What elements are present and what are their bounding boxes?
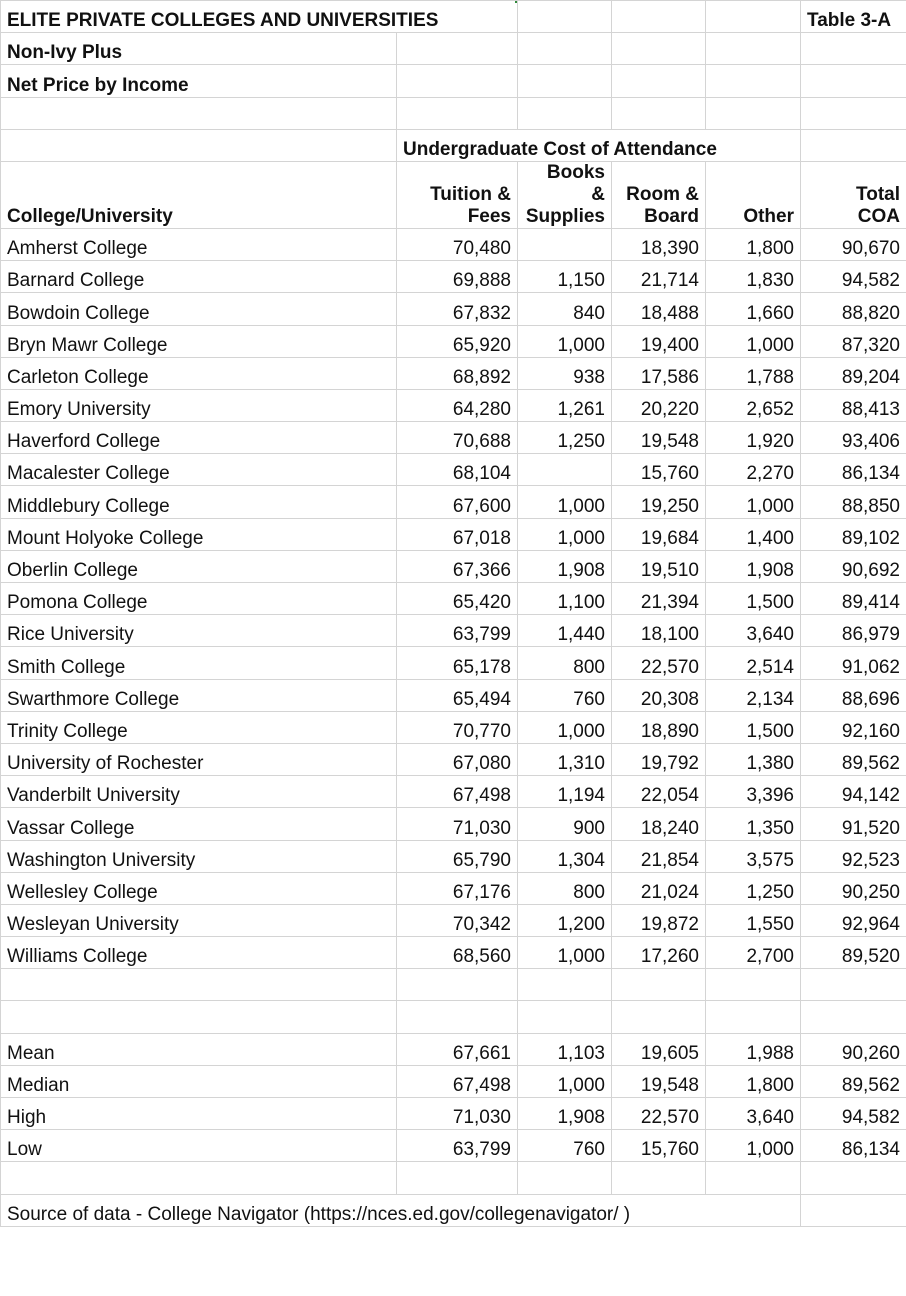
college-name-cell[interactable]: Bowdoin College [1,293,397,325]
title-row [1,1,906,33]
stat-label-cell[interactable]: Median [1,1065,397,1097]
room-cell[interactable]: 19,548 [612,1065,706,1097]
header-books-line1: Books [546,161,605,183]
table-row [1,647,906,679]
room-cell[interactable]: 21,854 [612,840,706,872]
tuition-cell[interactable]: 67,080 [397,743,518,775]
total-cell[interactable]: 86,979 [801,615,906,647]
group-header[interactable]: Undergraduate Cost of Attendance [397,129,518,161]
college-name-cell[interactable]: Pomona College [1,583,397,615]
books-cell[interactable]: 1,000 [518,325,612,357]
empty-cell[interactable] [801,1194,906,1226]
college-name-cell[interactable]: Emory University [1,389,397,421]
college-name-cell[interactable]: Oberlin College [1,550,397,582]
tuition-cell[interactable]: 70,480 [397,228,518,260]
room-cell[interactable]: 15,760 [612,454,706,486]
college-name-cell[interactable]: Vanderbilt University [1,776,397,808]
tuition-cell[interactable]: 71,030 [397,1098,518,1130]
table-row [1,228,906,260]
books-cell[interactable]: 1,100 [518,583,612,615]
other-cell[interactable]: 1,788 [706,357,801,389]
other-cell[interactable]: 1,550 [706,904,801,936]
header-tuition[interactable] [397,161,518,228]
college-name-cell[interactable]: Williams College [1,937,397,969]
other-cell[interactable]: 2,700 [706,937,801,969]
room-cell[interactable]: 17,260 [612,937,706,969]
room-cell[interactable]: 18,488 [612,293,706,325]
room-cell[interactable]: 22,054 [612,776,706,808]
other-cell[interactable]: 3,640 [706,1098,801,1130]
total-cell[interactable]: 88,413 [801,389,906,421]
table-row [1,840,906,872]
room-cell[interactable]: 22,570 [612,647,706,679]
empty-cell[interactable] [612,33,706,65]
college-name-cell[interactable]: Bryn Mawr College [1,325,397,357]
room-cell[interactable]: 18,100 [612,615,706,647]
table-row [1,422,906,454]
empty-cell[interactable] [397,97,518,129]
header-tuition-line2: Fees [467,205,511,227]
tuition-cell[interactable]: 63,799 [397,1130,518,1162]
room-cell[interactable]: 19,792 [612,743,706,775]
room-cell[interactable]: 19,548 [612,422,706,454]
header-room-line2: Board [644,205,699,227]
total-cell[interactable]: 93,406 [801,422,906,454]
other-cell[interactable]: 1,380 [706,743,801,775]
other-cell[interactable]: 1,400 [706,518,801,550]
books-cell[interactable]: 1,150 [518,261,612,293]
tuition-cell[interactable]: 67,498 [397,776,518,808]
empty-cell[interactable] [706,97,801,129]
empty-cell[interactable] [801,969,906,1001]
table-row [1,711,906,743]
empty-cell[interactable] [706,65,801,97]
total-cell[interactable]: 91,062 [801,647,906,679]
tuition-cell[interactable]: 65,494 [397,679,518,711]
college-name-cell[interactable]: Macalester College [1,454,397,486]
empty-cell[interactable] [801,97,906,129]
total-cell[interactable]: 88,820 [801,293,906,325]
other-cell[interactable]: 1,800 [706,1065,801,1097]
total-cell[interactable]: 89,102 [801,518,906,550]
empty-cell[interactable] [1,969,397,1001]
college-name-cell[interactable]: Mount Holyoke College [1,518,397,550]
column-header-row [1,161,906,228]
header-books-line3: Supplies [525,205,605,227]
other-cell[interactable]: 1,988 [706,1033,801,1065]
room-cell[interactable]: 18,390 [612,228,706,260]
other-cell[interactable]: 2,514 [706,647,801,679]
blank-row [1,969,906,1001]
empty-cell[interactable] [706,1001,801,1033]
room-cell[interactable]: 20,308 [612,679,706,711]
tuition-cell[interactable]: 65,790 [397,840,518,872]
room-cell[interactable]: 17,586 [612,357,706,389]
header-room-line1: Room & [626,183,699,205]
room-cell[interactable]: 19,872 [612,904,706,936]
table-row [1,872,906,904]
table-row [1,808,906,840]
total-cell[interactable]: 86,134 [801,1130,906,1162]
books-cell[interactable]: 1,304 [518,840,612,872]
header-tuition-line1: Tuition & [430,183,511,205]
room-cell[interactable]: 19,605 [612,1033,706,1065]
source-note[interactable]: Source of data - College Navigator (https://nces.ed.gov/collegenavigator/ ) [1,1194,397,1226]
empty-cell[interactable] [1,129,397,161]
books-cell[interactable]: 1,194 [518,776,612,808]
tuition-cell[interactable]: 68,560 [397,937,518,969]
table-row [1,389,906,421]
tuition-cell[interactable]: 70,770 [397,711,518,743]
table-row [1,550,906,582]
tuition-cell[interactable]: 67,600 [397,486,518,518]
stat-label-cell[interactable]: High [1,1098,397,1130]
header-college[interactable] [1,161,397,228]
empty-cell[interactable] [801,129,906,161]
header-total-line1: Total [856,183,900,205]
table-row [1,261,906,293]
room-cell[interactable]: 21,024 [612,872,706,904]
stats-row [1,1130,906,1162]
empty-cell[interactable] [397,969,518,1001]
total-cell[interactable]: 94,582 [801,1098,906,1130]
total-cell[interactable]: 86,134 [801,454,906,486]
subtitle-row [1,65,906,97]
tuition-cell[interactable]: 65,920 [397,325,518,357]
header-books[interactable] [518,161,612,228]
books-cell[interactable]: 800 [518,647,612,679]
other-cell[interactable]: 1,830 [706,261,801,293]
college-name-cell[interactable]: Smith College [1,647,397,679]
group-header-row [1,129,906,161]
college-name-cell[interactable]: Washington University [1,840,397,872]
tuition-cell[interactable]: 68,104 [397,454,518,486]
table-row [1,937,906,969]
books-cell[interactable]: 1,000 [518,518,612,550]
other-cell[interactable]: 3,640 [706,615,801,647]
college-name-cell[interactable]: Wellesley College [1,872,397,904]
empty-cell[interactable] [612,969,706,1001]
total-cell[interactable]: 89,414 [801,583,906,615]
empty-cell[interactable] [801,65,906,97]
other-cell[interactable]: 1,660 [706,293,801,325]
empty-cell[interactable] [397,1001,518,1033]
books-cell[interactable]: 1,000 [518,1065,612,1097]
other-cell[interactable]: 1,800 [706,228,801,260]
empty-cell[interactable] [518,1,612,33]
subtitle-row [1,33,906,65]
college-name-cell[interactable]: Trinity College [1,711,397,743]
books-cell[interactable]: 900 [518,808,612,840]
empty-cell[interactable] [1,1001,397,1033]
empty-cell[interactable] [612,1,706,33]
header-total-line2: COA [857,205,900,227]
total-cell[interactable]: 90,260 [801,1033,906,1065]
tuition-cell[interactable]: 68,892 [397,357,518,389]
books-cell[interactable]: 1,261 [518,389,612,421]
empty-cell[interactable] [612,65,706,97]
books-cell[interactable] [518,228,612,260]
tuition-cell[interactable]: 67,498 [397,1065,518,1097]
books-cell[interactable]: 760 [518,1130,612,1162]
subtitle-non-ivy[interactable]: Non-Ivy Plus [1,33,397,65]
stat-label-cell[interactable]: Mean [1,1033,397,1065]
tuition-cell[interactable]: 65,178 [397,647,518,679]
tuition-cell[interactable]: 67,366 [397,550,518,582]
tuition-cell[interactable]: 64,280 [397,389,518,421]
table-row [1,325,906,357]
other-cell[interactable]: 2,270 [706,454,801,486]
total-cell[interactable]: 92,523 [801,840,906,872]
empty-cell[interactable] [706,1,801,33]
stats-row [1,1065,906,1097]
tuition-cell[interactable]: 69,888 [397,261,518,293]
tuition-cell[interactable]: 67,018 [397,518,518,550]
books-cell[interactable]: 1,200 [518,904,612,936]
college-name-cell[interactable]: Wesleyan University [1,904,397,936]
other-cell[interactable]: 3,396 [706,776,801,808]
tuition-cell[interactable]: 70,342 [397,904,518,936]
books-cell[interactable]: 1,310 [518,743,612,775]
subtitle-net-price[interactable]: Net Price by Income [1,65,397,97]
room-cell[interactable]: 21,394 [612,583,706,615]
college-name-cell[interactable]: University of Rochester [1,743,397,775]
empty-cell[interactable] [706,1194,801,1226]
blank-row [1,1162,906,1194]
header-other-label: Other [743,205,794,227]
total-cell[interactable]: 89,562 [801,1065,906,1097]
header-room[interactable] [612,161,706,228]
stats-row [1,1033,906,1065]
blank-row [1,97,906,129]
tuition-cell[interactable]: 70,688 [397,422,518,454]
other-cell[interactable]: 1,250 [706,872,801,904]
table-row [1,518,906,550]
tuition-cell[interactable]: 67,832 [397,293,518,325]
table-row [1,679,906,711]
total-cell[interactable]: 87,320 [801,325,906,357]
total-cell[interactable]: 92,160 [801,711,906,743]
empty-cell[interactable] [518,969,612,1001]
college-name-cell[interactable]: Barnard College [1,261,397,293]
other-cell[interactable]: 1,500 [706,711,801,743]
books-cell[interactable]: 1,000 [518,711,612,743]
table-row [1,776,906,808]
room-cell[interactable]: 19,684 [612,518,706,550]
room-cell[interactable]: 19,510 [612,550,706,582]
college-name-cell[interactable]: Middlebury College [1,486,397,518]
other-cell[interactable]: 2,134 [706,679,801,711]
room-cell[interactable]: 20,220 [612,389,706,421]
empty-cell[interactable] [518,33,612,65]
total-cell[interactable]: 89,204 [801,357,906,389]
empty-cell[interactable] [801,1001,906,1033]
total-cell[interactable]: 88,696 [801,679,906,711]
room-cell[interactable]: 21,714 [612,261,706,293]
room-cell[interactable]: 18,240 [612,808,706,840]
table-row [1,486,906,518]
tuition-cell[interactable]: 67,176 [397,872,518,904]
header-college-label: College/University [7,205,173,227]
header-books-line2: & [591,183,605,205]
room-cell[interactable]: 15,760 [612,1130,706,1162]
empty-cell[interactable] [397,33,518,65]
room-cell[interactable]: 18,890 [612,711,706,743]
books-cell[interactable]: 1,908 [518,1098,612,1130]
empty-cell[interactable] [518,1001,612,1033]
total-cell[interactable]: 89,520 [801,937,906,969]
room-cell[interactable]: 19,250 [612,486,706,518]
books-cell[interactable]: 1,000 [518,486,612,518]
total-cell[interactable]: 89,562 [801,743,906,775]
books-cell[interactable]: 1,000 [518,937,612,969]
college-name-cell[interactable]: Swarthmore College [1,679,397,711]
books-cell[interactable]: 800 [518,872,612,904]
empty-cell[interactable] [706,969,801,1001]
empty-cell[interactable] [518,1162,612,1194]
tuition-cell[interactable]: 65,420 [397,583,518,615]
total-cell[interactable]: 94,582 [801,261,906,293]
total-cell[interactable]: 94,142 [801,776,906,808]
table-row [1,357,906,389]
books-cell[interactable]: 1,250 [518,422,612,454]
tuition-cell[interactable]: 71,030 [397,808,518,840]
empty-cell[interactable] [612,97,706,129]
header-other[interactable] [706,161,801,228]
books-cell[interactable]: 760 [518,679,612,711]
empty-cell[interactable] [801,1162,906,1194]
source-row [1,1194,906,1226]
college-name-cell[interactable]: Haverford College [1,422,397,454]
table-id[interactable]: Table 3-A [801,1,906,33]
empty-cell[interactable] [397,1162,518,1194]
tuition-cell[interactable]: 67,661 [397,1033,518,1065]
books-cell[interactable]: 938 [518,357,612,389]
stats-row [1,1098,906,1130]
books-cell[interactable]: 1,440 [518,615,612,647]
other-cell[interactable]: 2,652 [706,389,801,421]
total-cell[interactable]: 88,850 [801,486,906,518]
books-cell[interactable] [518,454,612,486]
other-cell[interactable]: 1,920 [706,422,801,454]
table-row [1,743,906,775]
other-cell[interactable]: 1,500 [706,583,801,615]
empty-cell[interactable] [706,1162,801,1194]
empty-cell[interactable] [518,65,612,97]
empty-cell[interactable] [612,1001,706,1033]
blank-row [1,1001,906,1033]
other-cell[interactable]: 1,350 [706,808,801,840]
sheet-title[interactable]: ELITE PRIVATE COLLEGES AND UNIVERSITIES [1,1,397,33]
table-row [1,583,906,615]
empty-cell[interactable] [706,33,801,65]
other-cell[interactable]: 1,000 [706,325,801,357]
table-row [1,615,906,647]
table-row [1,293,906,325]
empty-cell[interactable] [1,97,397,129]
total-cell[interactable]: 91,520 [801,808,906,840]
college-name-cell[interactable]: Vassar College [1,808,397,840]
other-cell[interactable]: 1,000 [706,1130,801,1162]
total-cell[interactable]: 92,964 [801,904,906,936]
empty-cell[interactable] [397,65,518,97]
room-cell[interactable]: 19,400 [612,325,706,357]
empty-cell[interactable] [801,33,906,65]
total-cell[interactable]: 90,670 [801,228,906,260]
other-cell[interactable]: 3,575 [706,840,801,872]
other-cell[interactable]: 1,908 [706,550,801,582]
college-name-cell[interactable]: Amherst College [1,228,397,260]
books-cell[interactable]: 840 [518,293,612,325]
table-row [1,454,906,486]
books-cell[interactable]: 1,908 [518,550,612,582]
table-row [1,904,906,936]
empty-cell[interactable] [706,129,801,161]
other-cell[interactable]: 1,000 [706,486,801,518]
college-name-cell[interactable]: Rice University [1,615,397,647]
empty-cell[interactable] [1,1162,397,1194]
stat-label-cell[interactable]: Low [1,1130,397,1162]
room-cell[interactable]: 22,570 [612,1098,706,1130]
books-cell[interactable]: 1,103 [518,1033,612,1065]
empty-cell[interactable] [612,1162,706,1194]
header-total[interactable] [801,161,906,228]
empty-cell[interactable] [518,97,612,129]
tuition-cell[interactable]: 63,799 [397,615,518,647]
total-cell[interactable]: 90,250 [801,872,906,904]
total-cell[interactable]: 90,692 [801,550,906,582]
college-name-cell[interactable]: Carleton College [1,357,397,389]
